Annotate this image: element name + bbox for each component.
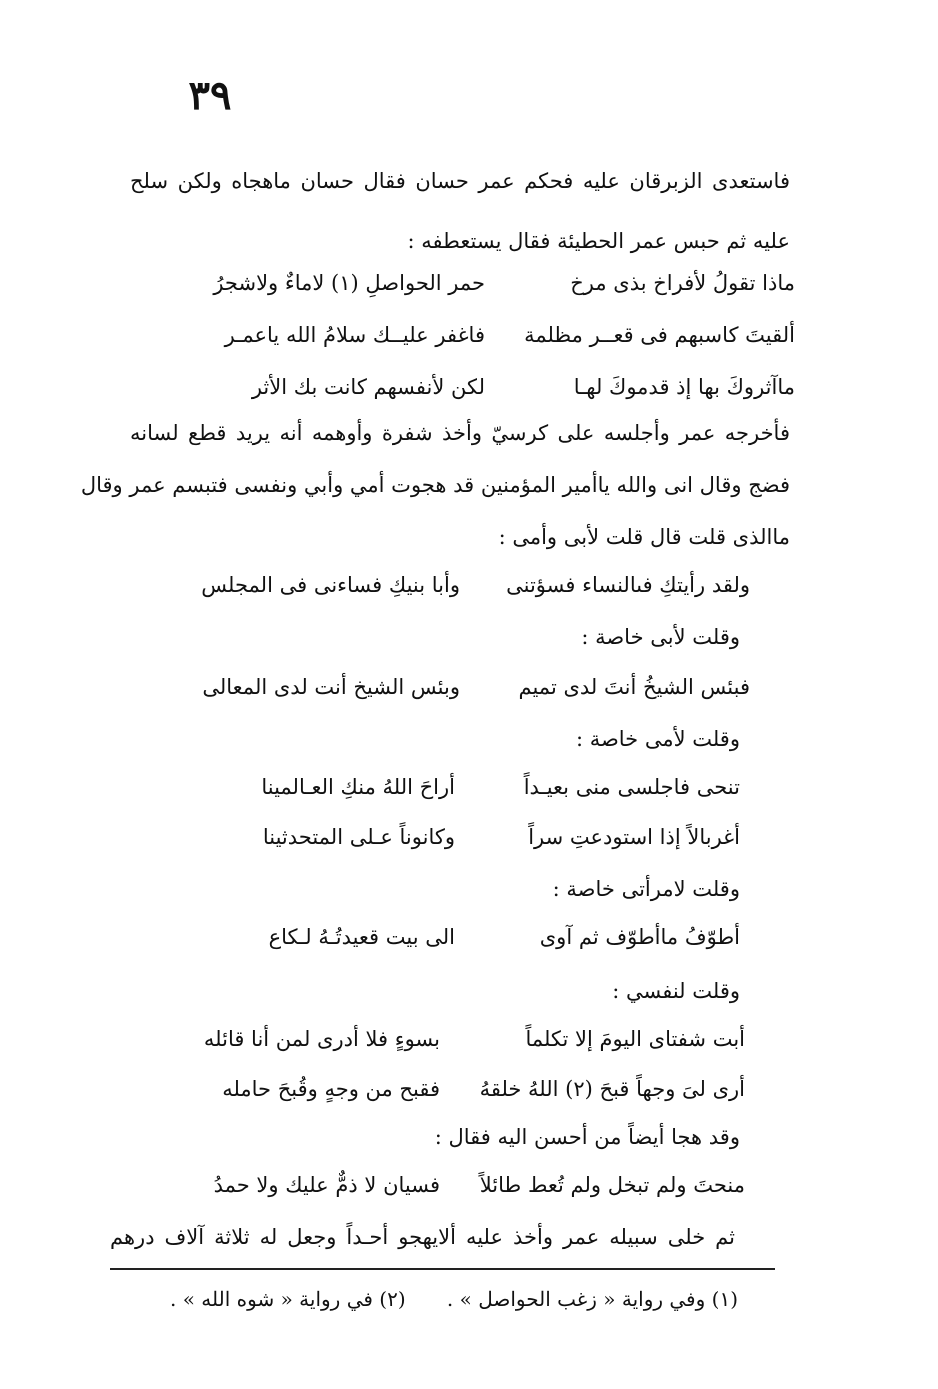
- verse-11-second-hemistich: فسيان لا ذمٌّ عليك ولا حمدُ: [213, 1173, 440, 1197]
- verse-2-first-hemistich: ألقيتَ كاسبهم فى قعــر مظلمة: [524, 323, 795, 347]
- prose-line-1: فاستعدى الزبرقان عليه فحكم عمر حسان فقال حسان ماهجاه ولكن سلح: [130, 169, 790, 193]
- footnote-1: (١) وفي رواية « زغب الحواصل » .: [446, 1287, 738, 1311]
- verse-5-first-hemistich: فبئس الشيخُ أنتَ لدى تميم: [518, 675, 750, 699]
- footnote-2: (٢) في رواية « شوه الله » .: [170, 1287, 406, 1311]
- verse-2-second-hemistich: فاغفر عليــك سلامُ الله ياعمـر: [224, 323, 485, 347]
- verse-6-first-hemistich: تنحى فاجلسى منى بعيـداً: [523, 775, 740, 799]
- verse-3-first-hemistich: ماآثروكَ بها إذ قدموكَ لهـا: [573, 375, 795, 399]
- prose-line-2: عليه ثم حبس عمر الحطيئة فقال يستعطفه :: [407, 229, 790, 253]
- verse-4-second-hemistich: وأبا بنيكِ فساءنى فى المجلس: [201, 573, 460, 597]
- label-wife: وقلت لامرأتى خاصة :: [552, 877, 740, 901]
- prose-line-5: ماالذى قلت قال قلت لأبى وأمى :: [498, 525, 790, 549]
- verse-3-second-hemistich: لكن لأنفسهم كانت بك الأثر: [251, 375, 485, 399]
- footnote-rule: [110, 1268, 775, 1270]
- verse-6-second-hemistich: أراحَ اللهُ منكِ العـالمينا: [261, 775, 455, 799]
- verse-8-second-hemistich: الى بيت قعيدتُـهُ لـكاع: [268, 925, 455, 949]
- verse-9-second-hemistich: بسوءٍ فلا أدرى لمن أنا قائله: [203, 1027, 440, 1051]
- verse-7-first-hemistich: أغربالاً إذا استودعتِ سراً: [528, 825, 740, 849]
- verse-1-second-hemistich: حمر الحواصلِ (١) لاماءٌ ولاشجرُ: [213, 271, 485, 295]
- prose-line-last: ثم خلى سبيله عمر وأخذ عليه ألايهجو أحـداً وجعل له ثلاثة آلاف درهم: [110, 1225, 735, 1249]
- prose-line-4: فضج وقال انى والله ياأمير المؤمنين قد هجوت أمي وأبي ونفسى فتبسم عمر وقال: [80, 473, 790, 497]
- verse-11-first-hemistich: منحتَ ولم تبخل ولم تُعط طائلاً: [479, 1173, 745, 1197]
- label-mother: وقلت لأمى خاصة :: [575, 727, 740, 751]
- verse-9-first-hemistich: أبت شفتاى اليومَ إلا تكلماً: [525, 1027, 745, 1051]
- verse-10-first-hemistich: أرى لىَ وجهاً قبحَ (٢) اللهُ خلقهُ: [479, 1077, 745, 1101]
- label-praise: وقد هجا أيضاً من أحسن اليه فقال :: [434, 1125, 740, 1149]
- verse-1-first-hemistich: ماذا تقولُ لأفراخ بذى مرخ: [570, 271, 795, 295]
- verse-10-second-hemistich: فقبح من وجهٍ وقُبحَ حامله: [222, 1077, 440, 1101]
- verse-4-first-hemistich: ولقد رأيتكِ فىالنساء فسؤتنى: [506, 573, 750, 597]
- page-number: ٣٩: [188, 72, 232, 119]
- prose-line-3: فأخرجه عمر وأجلسه على كرسيّ وأخذ شفرة وأوهمه أنه يريد قطع لسانه: [130, 421, 790, 445]
- verse-5-second-hemistich: وبئس الشيخ أنت لدى المعالى: [202, 675, 460, 699]
- label-father: وقلت لأبى خاصة :: [581, 625, 740, 649]
- verse-7-second-hemistich: وكانوناً عـلى المتحدثينا: [262, 825, 455, 849]
- label-self: وقلت لنفسي :: [612, 979, 740, 1003]
- verse-8-first-hemistich: أطوّفُ ماأطوّف ثم آوى: [539, 925, 740, 949]
